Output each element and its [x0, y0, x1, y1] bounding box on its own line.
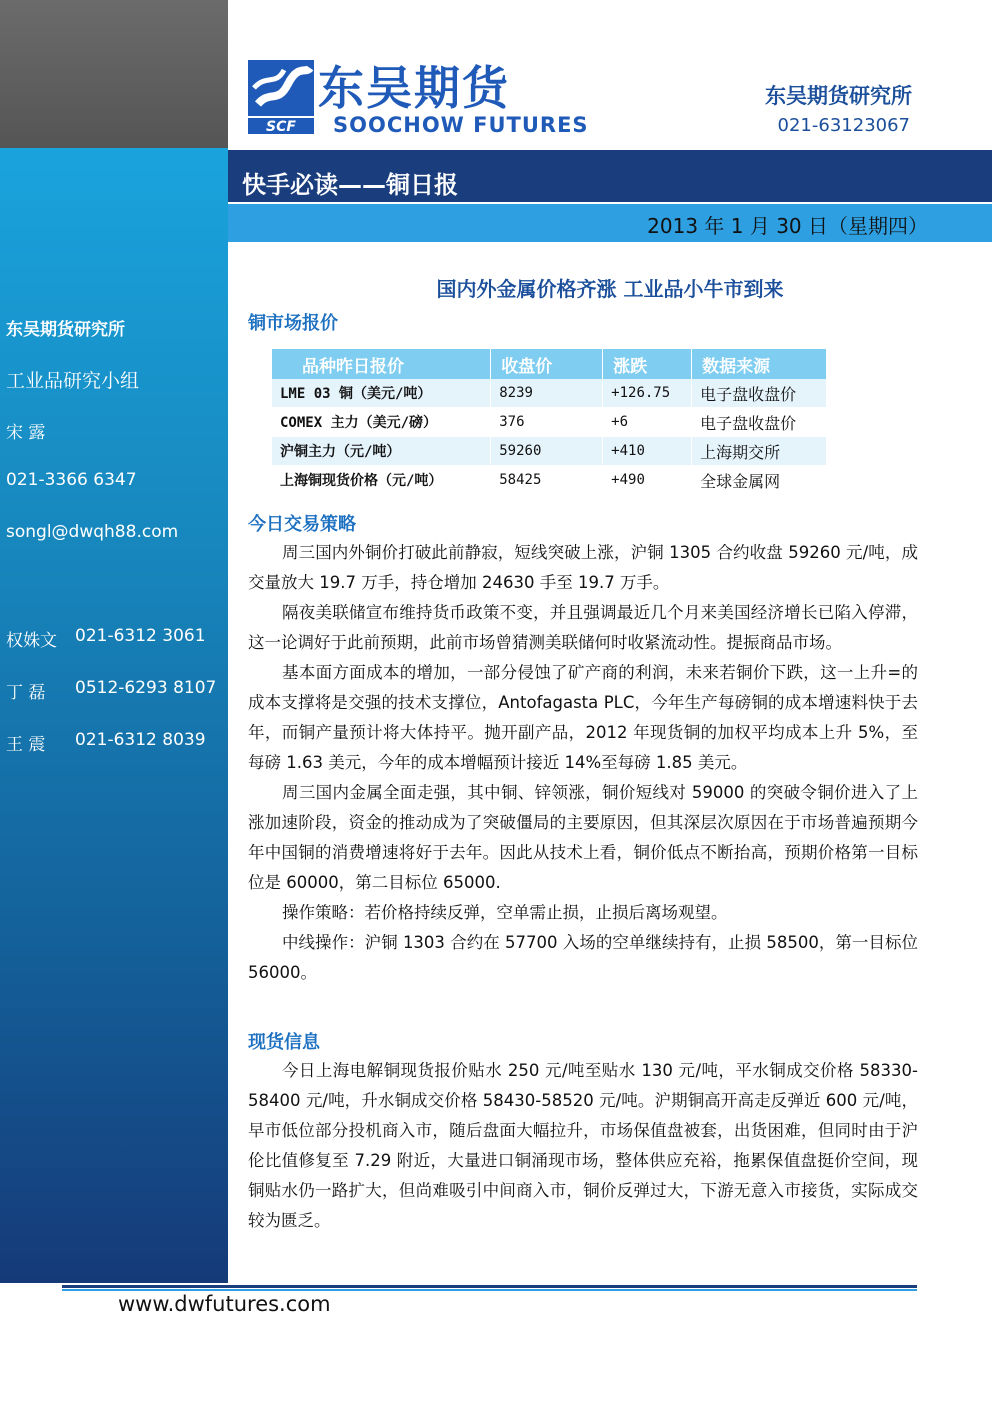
table-cell: 全球金属网 — [692, 466, 827, 495]
paragraph: 基本面方面成本的增加，一部分侵蚀了矿产商的利润，未来若铜价下跌，这一上升=的成本支撑将是交强的技术支撑位，Antofagasta PLC，今年生产每磅铜的成本增速料快于去年，而铜产量预计将大体持平。抛开副产品，2012 年现货铜的加权平均成本上升 5%，至每磅 1.63 美元，今年的成本增幅预计接近 14%至每磅 1.85 美元。 — [248, 663, 918, 772]
contact-name: 王 震 — [6, 735, 46, 755]
scf-logo-icon — [248, 60, 318, 140]
table-cell: 电子盘收盘价 — [692, 379, 827, 408]
footer-divider — [62, 1285, 917, 1288]
website-link[interactable]: www.dwfutures.com — [118, 1292, 331, 1316]
table-cell: +490 — [603, 466, 692, 495]
table-row — [272, 408, 827, 437]
table-cell: 上海铜现货价格（元/吨） — [272, 466, 491, 495]
footer-divider — [62, 1289, 917, 1291]
institute-name: 东吴期货研究所 — [765, 84, 912, 108]
table-header: 数据来源 — [692, 349, 827, 379]
market-section-title: 铜市场报价 — [248, 313, 338, 334]
table-row — [272, 466, 827, 495]
contact-phone: 021-6312 8039 — [75, 730, 206, 750]
table-cell: +6 — [603, 408, 692, 437]
paragraph: 操作策略：若价格持续反弹，空单需止损，止损后离场观望。 — [282, 903, 728, 922]
table-cell: 上海期交所 — [692, 437, 827, 466]
paragraph: 周三国内外铜价打破此前静寂，短线突破上涨，沪铜 1305 合约收盘 59260 元/吨，成交量放大 19.7 万手，持仓增加 24630 手至 19.7 万手。 — [248, 543, 918, 592]
table-cell: COMEX 主力（美元/磅） — [272, 408, 491, 437]
sidebar-group: 工业品研究小组 — [6, 370, 140, 392]
strategy-section-title: 今日交易策略 — [248, 514, 356, 535]
spot-section-title: 现货信息 — [248, 1032, 320, 1053]
paragraph: 周三国内金属全面走强，其中铜、锌领涨，铜价短线对 59000 的突破令铜价进入了上涨加速阶段，资金的推动成为了突破僵局的主要原因，但其深层次原因在于市场普遍预期今年中国铜的消费增速将好于去年。因此从技术上看，铜价低点不断抬高，预期价格第一目标位是 60000，第二目标位 65000. — [248, 783, 918, 892]
table-cell: 沪铜主力（元/吨） — [272, 437, 491, 466]
table-header: 品种昨日报价 — [272, 349, 491, 379]
logo-chinese-name: 东吴期货 — [318, 61, 510, 115]
paragraph: 中线操作：沪铜 1303 合约在 57700 入场的空单继续持有，止损 58500，第一目标位 56000。 — [248, 933, 918, 982]
sidebar-analyst: 宋 露 — [6, 423, 46, 443]
report-headline: 国内外金属价格齐涨 工业品小牛市到来 — [436, 277, 784, 301]
table-row — [272, 437, 827, 466]
paragraph: 隔夜美联储宣布维持货币政策不变，并且强调最近几个月来美国经济增长已陷入停滞，这一论调好于此前预期，此前市场曾猜测美联储何时收紧流动性。提振商品市场。 — [248, 603, 918, 652]
table-row — [272, 379, 827, 408]
report-date: 2013 年 1 月 30 日（星期四） — [647, 214, 928, 238]
sidebar-email[interactable]: songl@dwqh88.com — [6, 522, 179, 542]
contact-phone: 0512-6293 8107 — [75, 678, 217, 698]
table-cell: 59260 — [491, 437, 603, 466]
table-cell: 8239 — [491, 379, 603, 408]
table-header-row — [272, 349, 827, 379]
institute-phone: 021-63123067 — [777, 115, 910, 136]
report-title: 快手必读——铜日报 — [242, 171, 458, 199]
table-cell: 电子盘收盘价 — [692, 408, 827, 437]
header-gray-block — [0, 0, 228, 148]
contact-phone: 021-6312 3061 — [75, 626, 206, 646]
table-cell: +410 — [603, 437, 692, 466]
table-cell: 376 — [491, 408, 603, 437]
table-cell: 58425 — [491, 466, 603, 495]
sidebar-phone: 021-3366 6347 — [6, 470, 137, 490]
table-cell: +126.75 — [603, 379, 692, 408]
table-header: 收盘价 — [491, 349, 603, 379]
table-header: 涨跌 — [603, 349, 692, 379]
price-table — [272, 349, 827, 495]
logo-mark-text: SCF — [266, 119, 296, 135]
paragraph: 今日上海电解铜现货报价贴水 250 元/吨至贴水 130 元/吨，平水铜成交价格 58330-58400 元/吨，升水铜成交价格 58430-58520 元/吨。沪期铜高开高走反弹近 600 元/吨，早市低位部分投机商入市，随后盘面大幅拉升，市场保值盘被套，出货困难，但同时由于沪伦比值修复至 7.29 附近，大量进口铜涌现市场，整体供应充裕，拖累保值盘挺价空间，现铜贴水仍一路扩大，但尚难吸引中间商入市，铜价反弹过大，下游无意入市接货，实际成交较为匮乏。 — [248, 1061, 918, 1230]
contact-name: 丁 磊 — [6, 683, 46, 703]
logo-english-name: SOOCHOW FUTURES — [333, 113, 589, 137]
table-cell: LME 03 铜（美元/吨） — [272, 379, 491, 408]
sidebar-institute: 东吴期货研究所 — [6, 320, 125, 340]
contact-name: 权姝文 — [6, 631, 57, 651]
